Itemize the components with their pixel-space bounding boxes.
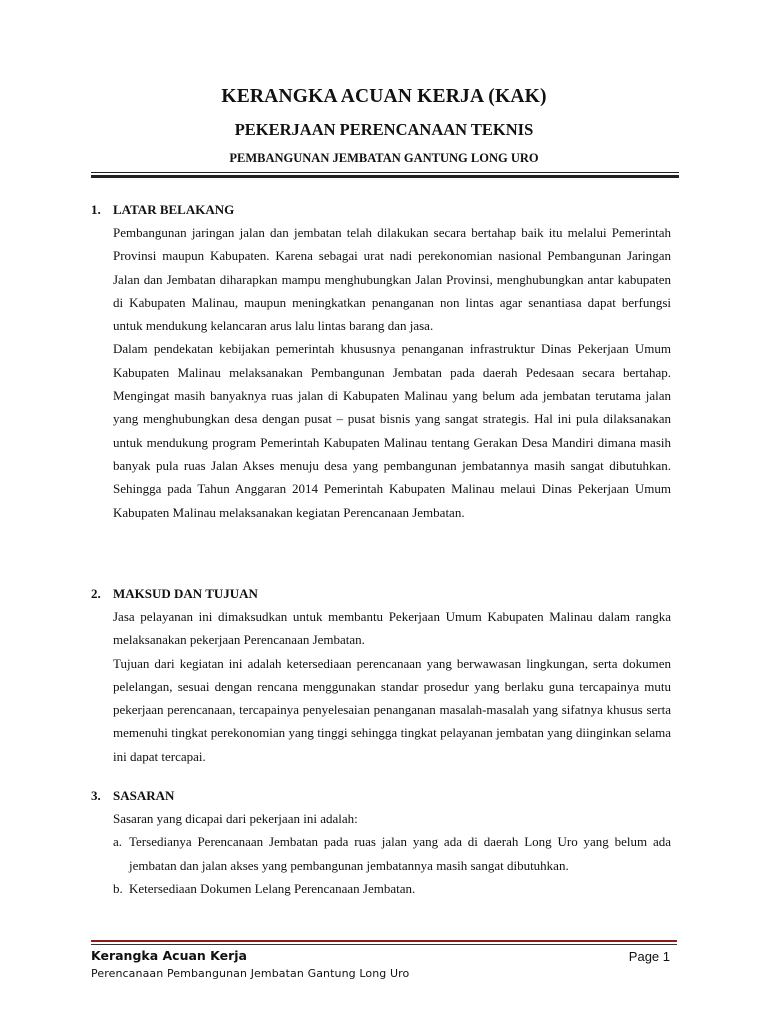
sasaran-list — [113, 830, 671, 900]
footer-subtitle: Perencanaan Pembangunan Jembatan Gantung Long Uro — [91, 967, 410, 980]
document-subtitle: PEKERJAAN PERENCANAAN TEKNIS — [234, 120, 534, 139]
list-item — [113, 877, 671, 900]
document-title: KERANGKA ACUAN KERJA (KAK) — [221, 86, 547, 107]
header-rule-thick — [91, 175, 679, 178]
list-item-text: Tersedianya Perencanaan Jembatan pada ruas jalan yang ada di daerah Long Uro yang belum ada jembatan dan jalan akses yang pembangunan jembatannya masih sangat dibutuhkan. — [129, 834, 671, 873]
section-heading — [91, 200, 671, 220]
list-marker: b. — [113, 880, 123, 896]
section-sasaran — [91, 786, 671, 900]
paragraph: Dalam pendekatan kebijakan pemerintah khususnya penanganan infrastruktur Dinas Pekerjaan Umum Kabupaten Malinau melaksanakan Pembangunan Jembatan pada daerah Pedesaan secara bertahap. Mengingat masih banyaknya ruas jalan di Kabupaten Malinau yang belum ada jembatan terutama jalan yang menghubungkan desa dengan pusat – pusat bisnis yang sangat strategis. Hal ini pula dilaksanakan untuk mendukung program Pemerintah Kabupaten Malinau tentang Gerakan Desa Mandiri dimana masih banyak pula ruas Jalan Akses menuju desa yang pembangunan jembatannya masih sangat dibutuhkan. Sehingga pada Tahun Anggaran 2014 Pemerintah Kabupaten Malinau melaui Dinas Pekerjaan Umum Kabupaten Malinau melaksanakan kegiatan Perencanaan Jembatan. — [113, 341, 671, 520]
paragraph: Sasaran yang dicapai dari pekerjaan ini adalah: — [113, 811, 358, 826]
paragraph: Pembangunan jaringan jalan dan jembatan telah dilakukan secara bertahap baik itu melalui Pemerintah Provinsi maupun Kabupaten. Karena sebagai urat nadi perekonomian nasional Pembangunan Jaringan Jalan dan Jembatan diharapkan mampu menghubungkan Jalan Provinsi, menghubungkan antar kabupaten di Kabupaten Malinau, maupun meningkatkan penanganan non lintas agar senantiasa dapat berfungsi untuk mendukung kelancaran arus lalu lintas barang dan jasa. — [113, 225, 671, 334]
header-rule-thin — [91, 172, 679, 173]
section-maksud-tujuan — [91, 584, 671, 768]
section-title: LATAR BELAKANG — [113, 202, 235, 217]
paragraph: Jasa pelayanan ini dimaksudkan untuk membantu Pekerjaan Umum Kabupaten Malinau dalam rangka melaksanakan pekerjaan Perencanaan Jembatan. — [113, 609, 671, 648]
section-latar-belakang — [91, 200, 671, 524]
list-item — [113, 830, 671, 877]
section-heading — [91, 584, 671, 604]
section-number: 2. — [91, 586, 101, 601]
list-item-text: Ketersediaan Dokumen Lelang Perencanaan Jembatan. — [129, 880, 416, 896]
section-heading — [91, 786, 671, 806]
paragraph: Tujuan dari kegiatan ini adalah ketersediaan perencanaan yang berwawasan lingkungan, serta dokumen pelelangan, sesuai dengan rencana menggunakan standar prosedur yang berlaku guna tercapainya mutu pekerjaan perencanaan, tercapainya penyelesaian penanganan masalah-masalah yang sifatnya khusus serta memenuhi tingkat perekonomian yang tinggi sehingga tingkat pelayanan jembatan yang diinginkan selama ini dapat tercapai. — [113, 655, 671, 764]
footer-rule-accent — [91, 940, 677, 942]
section-number: 1. — [91, 202, 101, 217]
section-number: 3. — [91, 788, 101, 803]
section-title: SASARAN — [113, 788, 175, 803]
section-title: MAKSUD DAN TUJUAN — [113, 586, 258, 601]
project-name: PEMBANGUNAN JEMBATAN GANTUNG LONG URO — [229, 151, 539, 165]
footer-title: Kerangka Acuan Kerja — [91, 948, 247, 963]
list-marker: a. — [113, 834, 123, 850]
page-number: Page 1 — [628, 949, 670, 964]
footer-rule — [91, 944, 677, 945]
